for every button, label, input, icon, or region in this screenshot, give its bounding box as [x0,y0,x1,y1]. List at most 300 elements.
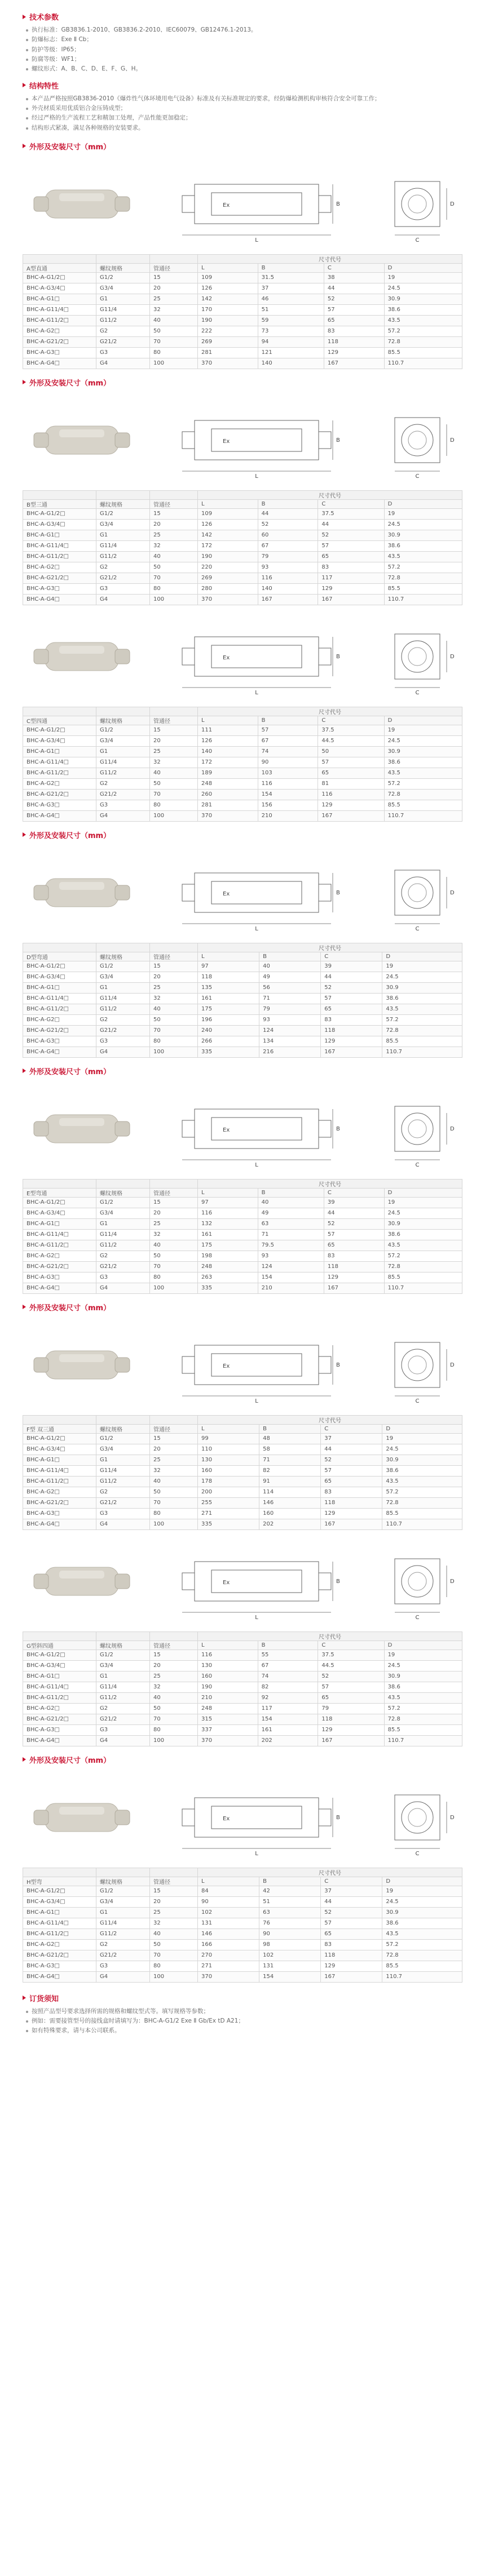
dimensions-heading-text: 外形及安装尺寸（mm） [29,1303,111,1313]
header-dim-b: B [258,1188,324,1197]
table-cell: G4 [96,1971,150,1982]
figure-row [23,392,462,488]
table-cell: G4 [96,1283,150,1293]
dimension-label-l: L [255,473,258,480]
table-cell: BHC-A-G1/2□ [23,272,96,283]
table-cell: BHC-A-G1□ [23,746,96,757]
triangle-bullet-icon [23,83,26,87]
table-cell: 80 [150,1724,198,1735]
table-cell: 103 [258,768,318,778]
table-cell: G3 [96,1036,150,1047]
features-list [23,94,462,133]
table-row [23,1939,462,1950]
table-cell: 30.9 [384,746,462,757]
table-cell: 170 [198,304,258,315]
table-cell: 65 [318,768,384,778]
table-cell: 271 [198,1961,259,1971]
table-cell: G1 [96,294,150,304]
table-cell: 281 [198,800,258,810]
table-row [23,1671,462,1682]
table-row [23,746,462,757]
table-cell: G11/2 [96,315,150,326]
table-cell: 110.7 [384,594,462,605]
dimension-label-c: C [415,925,420,932]
table-cell: 57.2 [384,562,462,573]
table-cell: 220 [198,562,258,573]
table-cell: 198 [198,1251,258,1261]
dimension-label-b: B [336,889,340,896]
table-cell: 167 [321,1047,382,1057]
table-cell: 222 [198,326,258,336]
ex-mark-label: Ex [223,202,230,209]
table-cell: 19 [384,1650,462,1660]
table-cell: 124 [258,1261,324,1272]
dimension-label-b: B [336,1125,340,1132]
table-row [23,1444,462,1455]
table-cell: 37.5 [318,1650,384,1660]
table-cell: 160 [198,1465,259,1476]
table-cell: 72.8 [382,1025,462,1036]
table-cell: 51 [258,304,324,315]
figure-row [23,1317,462,1413]
table-cell: G4 [96,1735,150,1746]
table-cell: BHC-A-G1□ [23,982,96,993]
header-type-name: E型弯通 [23,1188,96,1197]
table-cell: BHC-A-G11/2□ [23,1240,96,1251]
table-cell: BHC-A-G3□ [23,800,96,810]
table-row [23,1465,462,1476]
table-cell: 90 [258,757,318,768]
header-blank [96,943,150,952]
header-dim-b: B [259,1877,321,1886]
table-cell: 70 [150,1025,198,1036]
triangle-bullet-icon [23,1305,26,1309]
table-cell: 85.5 [382,1961,462,1971]
table-cell: 40 [258,1197,324,1208]
table-cell: 118 [324,336,384,347]
table-cell: 83 [321,1014,382,1025]
table-row [23,1692,462,1703]
table-row [23,1004,462,1014]
table-row [23,1272,462,1283]
table-row [23,1650,462,1660]
header-thread: 螺纹规格 [96,716,150,725]
table-cell: 335 [198,1519,259,1529]
table-cell: 19 [382,1433,462,1444]
ex-mark-label: Ex [223,1127,230,1133]
order-item: 按照产品型号要求选择所需的规格和螺纹型式等。填写规格等参数； [26,2007,462,2016]
header-row [23,263,462,272]
table-cell: 25 [150,1671,198,1682]
table-cell: BHC-A-G3□ [23,1961,96,1971]
header-dim-d: D [382,952,462,961]
table-cell: 24.5 [384,1208,462,1218]
table-row [23,1251,462,1261]
triangle-bullet-icon [23,1068,26,1073]
table-cell: 109 [198,508,258,519]
figure-row [23,845,462,941]
product-photo [28,620,135,693]
table-cell: 111 [198,725,258,735]
table-cell: 100 [150,1519,198,1529]
table-cell: BHC-A-G3□ [23,1724,96,1735]
header-dim-d: D [384,716,462,725]
dimension-label-d: D [450,1814,455,1821]
table-cell: 116 [198,1208,258,1218]
table-cell: 93 [258,562,318,573]
table-cell: 40 [150,1240,198,1251]
table-cell: 167 [321,1971,382,1982]
table-cell: 100 [150,1971,198,1982]
table-cell: G11/2 [96,1240,150,1251]
table-cell: 49 [259,972,321,982]
table-cell: 91 [259,1476,321,1487]
table-cell: 65 [324,315,384,326]
table-row [23,1455,462,1465]
table-cell: 50 [318,746,384,757]
table-cell: 43.5 [384,551,462,562]
header-row [23,952,462,961]
table-cell: 19 [384,272,462,283]
table-cell: BHC-A-G1/2□ [23,1886,96,1896]
header-blank [96,707,150,716]
table-cell: 56 [259,982,321,993]
table-cell: G11/4 [96,540,150,551]
table-cell: 32 [150,540,198,551]
table-cell: 269 [198,336,258,347]
table-cell: 248 [198,778,258,789]
table-cell: 315 [198,1714,258,1724]
table-cell: 175 [198,1240,258,1251]
table-cell: BHC-A-G11/4□ [23,304,96,315]
product-photo [28,856,135,929]
table-cell: 129 [318,1724,384,1735]
table-cell: 30.9 [384,1671,462,1682]
dimension-label-c: C [415,1398,420,1404]
table-cell: 160 [259,1508,321,1519]
table-cell: BHC-A-G2□ [23,1939,96,1950]
header-row [23,943,462,952]
front-drawing [172,614,341,699]
header-dim-c: C [318,716,384,725]
ex-mark-label: Ex [223,890,230,897]
table-cell: G2 [96,562,150,573]
header-dim-c: C [318,1641,384,1650]
table-cell: 80 [150,1961,198,1971]
table-cell: 15 [150,1886,198,1896]
table-cell: G2 [96,1251,150,1261]
triangle-bullet-icon [23,144,26,148]
table-cell: 15 [150,1197,198,1208]
table-cell: 57 [318,540,384,551]
table-cell: G21/2 [96,789,150,800]
table-row [23,573,462,583]
table-cell: 129 [318,583,384,594]
table-cell: BHC-A-G11/2□ [23,1928,96,1939]
table-cell: 65 [318,551,384,562]
table-cell: 43.5 [382,1928,462,1939]
table-cell: 37.5 [318,725,384,735]
table-row [23,1886,462,1896]
figure-row [23,1770,462,1865]
table-cell: 97 [198,1197,258,1208]
table-cell: 32 [150,757,198,768]
header-pipe: 管通径 [150,1188,198,1197]
table-cell: 20 [150,519,198,530]
table-cell: BHC-A-G1□ [23,1671,96,1682]
table-cell: G1/2 [96,961,150,972]
table-row [23,540,462,551]
table-cell: 52 [324,294,384,304]
side-drawing [378,1542,457,1621]
side-drawing [378,1778,457,1857]
table-cell: 19 [382,1886,462,1896]
table-row [23,519,462,530]
table-cell: 20 [150,735,198,746]
header-row [23,1424,462,1433]
table-cell: 50 [150,562,198,573]
feature-item: 外壳材质采用优质铝合金压铸成型； [26,104,462,113]
table-cell: 43.5 [384,768,462,778]
table-cell: 30.9 [382,1455,462,1465]
table-cell: 140 [258,358,324,369]
table-cell: 98 [259,1939,321,1950]
table-row [23,1047,462,1057]
order-section-title [23,1993,462,2003]
table-cell: G3 [96,583,150,594]
table-cell: 83 [324,326,384,336]
table-cell: 240 [198,1025,259,1036]
table-cell: 118 [321,1497,382,1508]
table-row [23,1283,462,1293]
table-cell: 44 [321,1444,382,1455]
dimension-label-l: L [255,1161,258,1168]
table-cell: G11/4 [96,757,150,768]
front-drawing [172,850,341,935]
header-row [23,499,462,508]
table-cell: 117 [318,573,384,583]
table-cell: 72.8 [384,1714,462,1724]
table-cell: G1 [96,1907,150,1918]
dimension-label-b: B [336,437,340,444]
table-cell: 116 [198,1650,258,1660]
table-cell: 99 [198,1433,259,1444]
table-cell: 161 [198,1229,258,1240]
table-cell: 57.2 [384,778,462,789]
table-cell: 40 [150,1004,198,1014]
table-cell: BHC-A-G11/4□ [23,993,96,1004]
dimensions-heading [23,1066,462,1076]
product-photo [28,167,135,241]
table-cell: 24.5 [382,1896,462,1907]
table-cell: 46 [258,294,324,304]
spec-table [23,254,462,369]
table-row [23,993,462,1004]
table-cell: 126 [198,519,258,530]
dimension-label-c: C [415,237,420,243]
table-cell: 38.6 [382,993,462,1004]
table-cell: 38 [324,272,384,283]
table-cell: 90 [259,1928,321,1939]
table-cell: 38.6 [384,540,462,551]
dimension-label-c: C [415,1614,420,1621]
table-cell: G1 [96,1218,150,1229]
table-cell: G3 [96,1724,150,1735]
table-cell: 70 [150,573,198,583]
table-cell: 166 [198,1939,259,1950]
table-cell: 19 [384,1197,462,1208]
table-cell: 67 [258,1660,318,1671]
table-cell: 38.6 [382,1918,462,1928]
table-cell: 63 [258,1218,324,1229]
table-cell: 102 [259,1950,321,1961]
table-cell: 82 [258,1682,318,1692]
header-dims: 尺寸代号 [198,943,462,952]
header-type-name: G型斜四通 [23,1641,96,1650]
table-cell: 44.5 [318,1660,384,1671]
table-cell: 118 [324,1261,384,1272]
table-cell: 110.7 [382,1519,462,1529]
table-cell: 100 [150,1047,198,1057]
table-cell: 70 [150,789,198,800]
table-cell: 19 [382,961,462,972]
table-cell: G3 [96,1272,150,1283]
table-cell: 118 [321,1025,382,1036]
table-row [23,1735,462,1746]
table-cell: 142 [198,294,258,304]
table-cell: 85.5 [384,347,462,358]
side-drawing [378,401,457,480]
table-cell: G4 [96,358,150,369]
table-row [23,768,462,778]
header-blank [150,1868,198,1877]
table-cell: BHC-A-G4□ [23,1735,96,1746]
header-dim-l: L [198,1641,258,1650]
feature-item: 结构形式紧凑，满足各种规格的安装要求。 [26,123,462,133]
table-cell: 52 [321,1907,382,1918]
table-row [23,735,462,746]
table-cell: 100 [150,594,198,605]
table-cell: 216 [259,1047,321,1057]
table-row [23,778,462,789]
table-cell: 154 [258,1272,324,1283]
ex-mark-label: Ex [223,1579,230,1586]
table-cell: 83 [321,1939,382,1950]
table-cell: 269 [198,573,258,583]
header-pipe: 管通径 [150,1641,198,1650]
figure-row [23,1081,462,1177]
table-cell: 85.5 [382,1508,462,1519]
header-type-name: D型弯通 [23,952,96,961]
header-dim-c: C [318,499,384,508]
dimension-label-b: B [336,201,340,207]
table-cell: BHC-A-G3□ [23,1272,96,1283]
table-cell: 80 [150,347,198,358]
header-dim-d: D [384,1641,462,1650]
table-cell: G11/2 [96,1928,150,1939]
side-drawing [378,1325,457,1404]
table-cell: 73 [258,326,324,336]
table-cell: 30.9 [384,530,462,540]
table-cell: 40 [259,961,321,972]
dimension-label-c: C [415,1850,420,1857]
table-row [23,972,462,982]
table-cell: 57.2 [384,1251,462,1261]
table-cell: 57 [321,1465,382,1476]
dimension-label-b: B [336,1578,340,1585]
ex-mark-label: Ex [223,654,230,661]
table-cell: 44 [318,519,384,530]
table-row [23,1724,462,1735]
table-cell: BHC-A-G21/2□ [23,1025,96,1036]
table-cell: BHC-A-G21/2□ [23,1714,96,1724]
table-cell: 57 [318,1682,384,1692]
header-dim-c: C [321,1877,382,1886]
table-cell: 129 [318,800,384,810]
table-cell: 39 [324,1197,384,1208]
table-cell: 57 [324,304,384,315]
header-row [23,1179,462,1188]
table-cell: 85.5 [384,1724,462,1735]
header-type-name: H型弯 [23,1877,96,1886]
spec-table [23,943,462,1058]
table-cell: 58 [259,1444,321,1455]
table-cell: 60 [258,530,318,540]
table-cell: 281 [198,347,258,358]
dimension-label-d: D [450,201,455,207]
header-row [23,1641,462,1650]
table-cell: G11/4 [96,993,150,1004]
table-cell: 161 [258,1724,318,1735]
table-cell: 48 [259,1433,321,1444]
table-cell: 131 [198,1918,259,1928]
table-cell: 38.6 [384,304,462,315]
header-dim-b: B [259,1424,321,1433]
side-drawing [378,1089,457,1168]
table-cell: 52 [324,1218,384,1229]
table-cell: 190 [198,1682,258,1692]
table-cell: G4 [96,1047,150,1057]
table-cell: 52 [258,519,318,530]
table-row [23,1519,462,1529]
table-cell: BHC-A-G21/2□ [23,789,96,800]
table-cell: 167 [318,810,384,821]
table-cell: 167 [258,594,318,605]
table-cell: 20 [150,1896,198,1907]
table-cell: 190 [198,551,258,562]
table-cell: 25 [150,530,198,540]
table-cell: 248 [198,1261,258,1272]
dimensions-heading [23,1302,462,1313]
table-cell: 43.5 [384,315,462,326]
table-cell: 118 [321,1950,382,1961]
table-cell: 57 [321,993,382,1004]
table-cell: 57.2 [384,1703,462,1714]
table-row [23,1476,462,1487]
order-item: 例如：需要接管型号的接线盒时请填写为：BHC-A-G1/2 Exe Ⅱ Gb/Ex tD A21； [26,2016,462,2026]
table-row [23,1208,462,1218]
table-row [23,757,462,768]
table-cell: 93 [259,1014,321,1025]
table-row [23,1240,462,1251]
table-cell: G1 [96,530,150,540]
header-dim-l: L [198,1424,259,1433]
dimension-block [23,1754,462,1983]
header-dim-d: D [382,1877,462,1886]
features-title-text: 结构特性 [29,82,59,91]
dimensions-heading [23,141,462,152]
table-cell: 74 [258,1671,318,1682]
